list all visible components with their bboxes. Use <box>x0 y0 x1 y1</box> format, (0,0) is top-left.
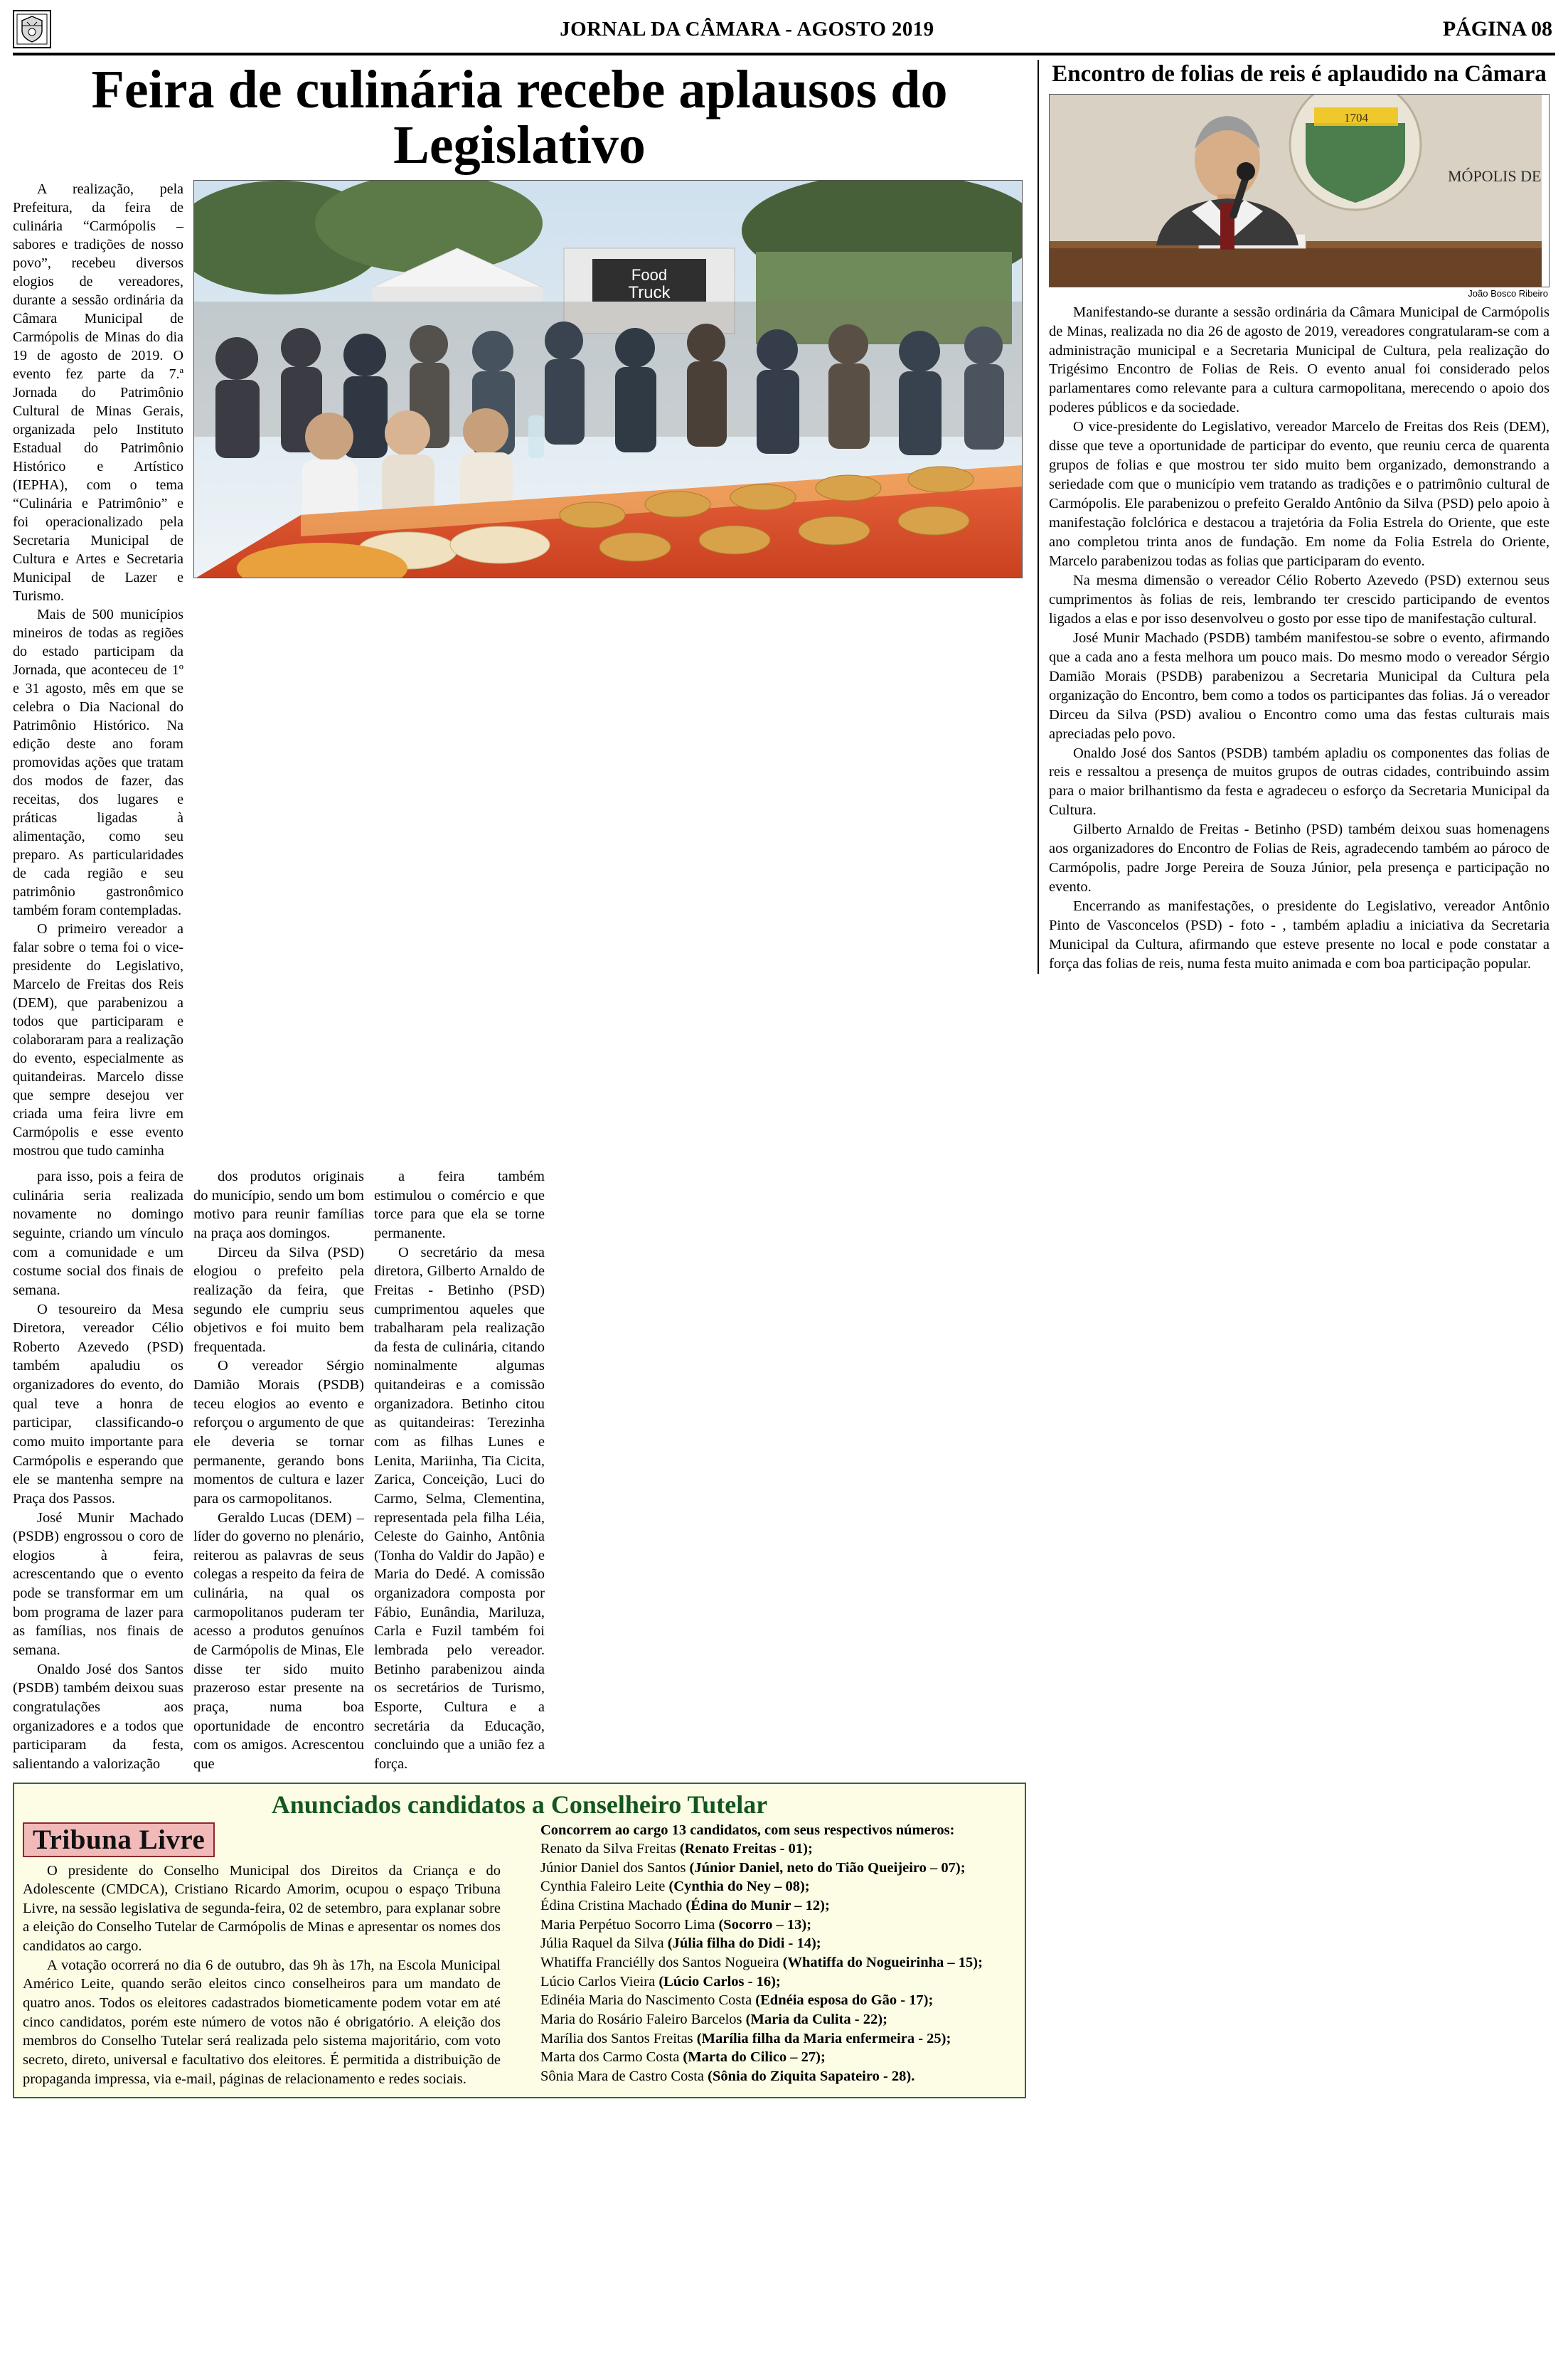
article-paragraph: a feira também estimulou o comércio e que torce para que ela se torne permanente. <box>374 1169 545 1241</box>
candidate-name: Marília dos Santos Freitas <box>540 2030 697 2046</box>
candidate-name: Edinéia Maria do Nascimento Costa <box>540 1992 756 2009</box>
candidate-number-label: (Socorro – 13); <box>718 1916 812 1933</box>
masthead-title: JORNAL DA CÂMARA - AGOSTO 2019 <box>560 17 934 41</box>
article-column-2 <box>13 1167 183 1774</box>
box-paragraph: A votação ocorrerá no dia 6 de outubro, das 9h às 17h, na Escola Municipal Américo Leite, quando serão eleitos cinco conselheiros para um mandato de quatro anos. Todos os eleitores cadastrados biometicamente podem votar em até cinco candidatos, porém este número de votos não é obrigatório. A eleição dos membros do Conselho Tutelar será realizada pelo sistema majoritário, com voto secreto, direto, universal e facultativo dos eleitores. É permitida a distribuição de propaganda impressa, via e-mail, páginas de relacionamento e redes sociais. <box>23 1957 501 2087</box>
photo-credit: João Bosco Ribeiro <box>1468 287 1548 299</box>
candidate-item <box>516 2067 1007 2086</box>
article-paragraph: para isso, pois a feira de culinária seria realizada novamente no domingo seguinte, criando um vínculo com a comunidade e um costume social dos finais de semana. <box>13 1169 183 1298</box>
candidate-item <box>516 1896 1007 1916</box>
svg-text:1704: 1704 <box>1344 110 1368 124</box>
article-paragraph: Onaldo José dos Santos (PSDB) também deixou suas congratulações aos organizadores e a todos que participaram da festa, salientando a valorização <box>13 1661 183 1772</box>
candidate-number-label: (Renato Freitas - 01); <box>679 1841 813 1857</box>
article-column-1 <box>13 180 183 1160</box>
candidate-number-label: (Whatiffa do Nogueirinha – 15); <box>782 1955 983 1971</box>
article-column-4 <box>374 1167 545 1774</box>
candidate-item <box>516 1934 1007 1953</box>
candidate-number-label: (Marta do Cilico – 27); <box>683 2049 826 2066</box>
candidate-name: Maria do Rosário Faleiro Barcelos <box>540 2011 746 2027</box>
svg-text:Truck: Truck <box>628 283 671 303</box>
candidate-number-label: (Ednéia esposa do Gão - 17); <box>755 1992 934 2009</box>
article-paragraph: O tesoureiro da Mesa Diretora, vereador Célio Roberto Azevedo (PSD) também apaludiu os organizadores do evento, do qual teve a honra de participar, classificando-o como muito importante para Carmópolis e esperando que ele se mantenha sempre na Praça dos Passos. <box>13 1301 183 1507</box>
vereador-discursando-photo <box>1049 94 1550 287</box>
candidate-name: Whatiffa Franciélly dos Santos Nogueira <box>540 1955 783 1971</box>
article-column-3 <box>193 1167 364 1774</box>
article-top-area <box>13 180 1026 1160</box>
candidate-item <box>516 2029 1007 2049</box>
candidate-item <box>516 1991 1007 2010</box>
candidate-item <box>516 1916 1007 1935</box>
candidate-name: Cynthia Faleiro Leite <box>540 1879 669 1895</box>
side-paragraph: Encerrando as manifestações, o presidente do Legislativo, vereador Antônio Pinto de Vasconcelos (PSD) - foto - , também apladiu a iniciativa da Secretaria Municipal da Cultura, afirmando que esteve presente no local e pode constatar a força das folias de reis, numa festa muito animada e com boa participação popular. <box>1049 898 1550 972</box>
candidate-name: Lúcio Carlos Vieira <box>540 1973 659 1990</box>
left-column <box>13 60 1026 2098</box>
candidate-number-label: (Marília filha da Maria enfermeira - 25); <box>696 2030 951 2046</box>
candidate-name: Júnior Daniel dos Santos <box>540 1859 690 1876</box>
side-paragraph: José Munir Machado (PSDB) também manifestou-se sobre o evento, afirmando que a cada ano a festa melhora um pouco mais. Do mesmo modo o vereador Sérgio Damião Morais (PSDB) parabenizou a Secretaria Municipal da Cultura pela organização do Encontro, bem como a todos os participantes das folias. Já o vereador Dirceu da Silva (PSD) avaliou o Encontro como uma das festas culturais mais apreciadas pelo povo. <box>1049 630 1550 742</box>
right-column <box>1038 60 1550 974</box>
candidate-item <box>516 1953 1007 1972</box>
side-paragraph: Onaldo José dos Santos (PSDB) também apladiu os componentes das folias de reis e ressaltou a presença de muitos grupos de outras cidades, contribuindo assim para o maior brilhantismo da festa e agradeceu o esforço da Secretaria Municipal da Cultura. <box>1049 745 1550 819</box>
candidate-item <box>516 1859 1007 1878</box>
candidate-name: Júlia Raquel da Silva <box>540 1935 668 1952</box>
conselho-tutelar-box <box>13 1783 1026 2099</box>
side-paragraph: Na mesma dimensão o vereador Célio Roberto Azevedo (PSD) externou seus cumprimentos às folias de reis, lembrando ter crescido participando de eventos ligados a elas e por isso desenvolveu o gosto por esse tipo de manifestação cultural. <box>1049 572 1550 627</box>
article-paragraph: O primeiro vereador a falar sobre o tema foi o vice-presidente do Legislativo, Marcelo de Freitas dos Reis (DEM), que parabenizou a todos que participaram e colaboraram para a realização do evento, especialmente as quitandeiras. Marcelo disse que sempre desejou ver criada uma feira livre em Carmópolis e esse evento mostrou que tudo caminha <box>13 921 183 1159</box>
article-paragraph: dos produtos originais do município, sendo um bom motivo para reunir famílias na praça aos domingos. <box>193 1169 364 1241</box>
article-column-5 <box>555 1167 799 1774</box>
article-paragraph: Dirceu da Silva (PSD) elogiou o prefeito pela realização da feira, que segundo ele cumpriu seus objetivos e foi muito bem frequentada. <box>193 1244 364 1355</box>
candidate-item <box>516 2010 1007 2029</box>
article-paragraph: O vereador Sérgio Damião Morais (PSDB) teceu elogios ao evento e reforçou o argumento de que ele deveria se tornar permanente, gerando bons momentos de cultura e lazer para os carmopolitanos. <box>193 1358 364 1507</box>
candidate-name: Sônia Mara de Castro Costa <box>540 2068 708 2084</box>
article-paragraph: José Munir Machado (PSDB) engrossou o coro de elogios à feira, acrescentando que o evento pode se transformar em um bom programa de lazer para as famílias, nos finais de semana. <box>13 1509 183 1659</box>
candidate-item <box>516 2048 1007 2067</box>
tribuna-livre-column <box>23 1821 501 2089</box>
box-title: Anunciados candidatos a Conselheiro Tutelar <box>271 1790 768 1819</box>
candidate-number-label: (Lúcio Carlos - 16); <box>658 1973 781 1990</box>
candidate-item <box>516 1839 1007 1859</box>
candidate-number-label: (Cynthia do Ney – 08); <box>668 1879 810 1895</box>
feira-de-culinaria-photo <box>193 180 1023 578</box>
svg-text:MÓPOLIS DE: MÓPOLIS DE <box>1448 166 1542 185</box>
side-paragraph: Gilberto Arnaldo de Freitas - Betinho (PSD) também deixou suas homenagens aos organizadores do Encontro de Folias de Reis, agradecendo também ao pároco de Carmópolis, padre Jorge Pereira de Souza Júnior, pela presença e participação no evento. <box>1049 822 1550 896</box>
article-paragraph: Geraldo Lucas (DEM) – líder do governo no plenário, reiterou as palavras de seus colegas a respeito da feira de culinária, na qual os carmopolitanos puderam ter acesso a produtos genuínos de Carmópolis de Minas, Ele disse ter sido muito prazeroso estar presente na praça, numa boa oportunidade de encontro com os amigos. Acrescentou que <box>193 1509 364 1772</box>
masthead <box>13 10 1555 55</box>
tribuna-livre-badge: Tribuna Livre <box>23 1822 215 1857</box>
candidate-name: Maria Perpétuo Socorro Lima <box>540 1916 719 1933</box>
article-paragraph: Mais de 500 municípios mineiros de todas as regiões do estado participam da Jornada, que aconteceu de 1º e 31 agosto, mês em que se celebra o Dia Nacional do Patrimônio Histórico. Na edição deste ano foram promovidas ações que tratam dos modos de fazer, das receitas, dos lugares e práticas ligadas à alimentação, como seu preparo. As particularidades de cada região e seu patrimônio gastronômico também foram contempladas. <box>13 607 183 919</box>
candidate-number-label: (Júlia filha do Didi - 14); <box>667 1935 821 1952</box>
page-title: Feira de culinária recebe aplausos do Legislativo <box>91 60 948 175</box>
svg-text:Food: Food <box>631 266 668 285</box>
candidate-number-label: (Maria da Culita - 22); <box>745 2011 887 2027</box>
coat-of-arms-icon <box>13 10 51 48</box>
candidate-name: Renato da Silva Freitas <box>540 1841 680 1857</box>
side-article-title: Encontro de folias de reis é aplaudido na Câmara <box>1052 61 1547 87</box>
article-lower-columns <box>13 1167 1026 1774</box>
candidate-item <box>516 1972 1007 1992</box>
side-paragraph: O vice-presidente do Legislativo, vereador Marcelo de Freitas dos Reis (DEM), disse que teve a oportunidade de participar do evento, que reuniu cerca de quarenta grupos de folias e que mostrou ter sido muito bem organizado, demonstrando a seriedade com que o município vem tratando as tradições e o patrimônio cultural de Carmópolis. Ele parabenizou o prefeito Geraldo Antônio da Silva (PSD) pelo apoio à manifestação folclórica e destacou a trajetória da Folia Estrela do Oriente, que este ano completou trinta anos de fundação. Em nome da Folia Estrela do Oriente, Marcelo parabenizou todas as folias que participaram do evento. <box>1049 419 1550 569</box>
candidate-item <box>516 1877 1007 1896</box>
candidates-intro: Concorrem ao cargo 13 candidatos, com seus respectivos números: <box>540 1822 955 1838</box>
candidate-list <box>516 1839 1007 2086</box>
candidate-number-label: (Júnior Daniel, neto do Tião Queijeiro – 07); <box>689 1859 966 1876</box>
candidate-name: Édina Cristina Machado <box>540 1898 686 1914</box>
article-paragraph: O secretário da mesa diretora, Gilberto Arnaldo de Freitas - Betinho (PSD) cumprimentou aqueles que trabalharam pela realização da festa de culinária, citando nominalmente algumas quitandeiras e a comissão organizadora. Betinho citou as quitandeiras: Terezinha com as filhas Lunes e Lenita, Mariinha, Tia Cicita, Zarica, Conceição, Luci do Carmo, Selma, Clementina, representada pela filha Léia, Celeste do Gainho, Antônia (Tonha do Valdir do Japão) e Maria do Dedé. A comissão organizadora composta por Fábio, Eunândia, Mariluza, Carla e Fuzil também foi lembrada pelo vereador. Betinho parabenizou ainda os secretários de Turismo, Esporte, Cultura e a secretária da Educação, concluindo que a união fez a força. <box>374 1244 545 1772</box>
candidate-name: Marta dos Carmo Costa <box>540 2049 683 2066</box>
candidate-number-label: (Édina do Munir – 12); <box>686 1898 830 1914</box>
candidate-number-label: (Sônia do Ziquita Sapateiro - 28). <box>708 2068 915 2084</box>
box-paragraph: O presidente do Conselho Municipal dos Direitos da Criança e do Adolescente (CMDCA), Cristiano Ricardo Amorim, ocupou o espaço Tribuna Livre, na sessão legislativa de segunda-feira, 02 de setembro, para explanar sobre a eleição do Conselho Tutelar de Carmópolis de Minas e apresentar os nomes dos candidatos ao cargo. <box>23 1862 501 1955</box>
candidates-column <box>516 1821 1007 2089</box>
page-number: PÁGINA 08 <box>1442 17 1552 41</box>
article-paragraph: A realização, pela Prefeitura, da feira de culinária “Carmópolis – sabores e tradições de nosso povo”, recebeu diversos elogios de vereadores, durante a sessão ordinária da Câmara Municipal de Carmópolis de Minas do dia 19 de agosto de 2019. O evento fez parte da 7.ª Jornada do Patrimônio Cultural de Minas Gerais, organizada pelo Instituto Estadual do Patrimônio Histórico e Artístico (IEPHA), com o tema “Culinária e Patrimônio” e foi operacionalizado pela Secretaria Municipal de Cultura e Artes e Secretaria Municipal de Lazer e Turismo. <box>13 181 183 605</box>
side-paragraph: Manifestando-se durante a sessão ordinária da Câmara Municipal de Carmópolis de Minas, realizada no dia 26 de agosto de 2019, vereadores congratularam-se com a administração municipal e a Secretaria Municipal de Cultura, pela realização do Trigésimo Encontro de Folias de Reis. O evento anual foi considerado pelos parlamentares como relevante para a cultura carmopolitana, merecendo o apoio dos poderes públicos e da sociedade. <box>1049 304 1550 416</box>
